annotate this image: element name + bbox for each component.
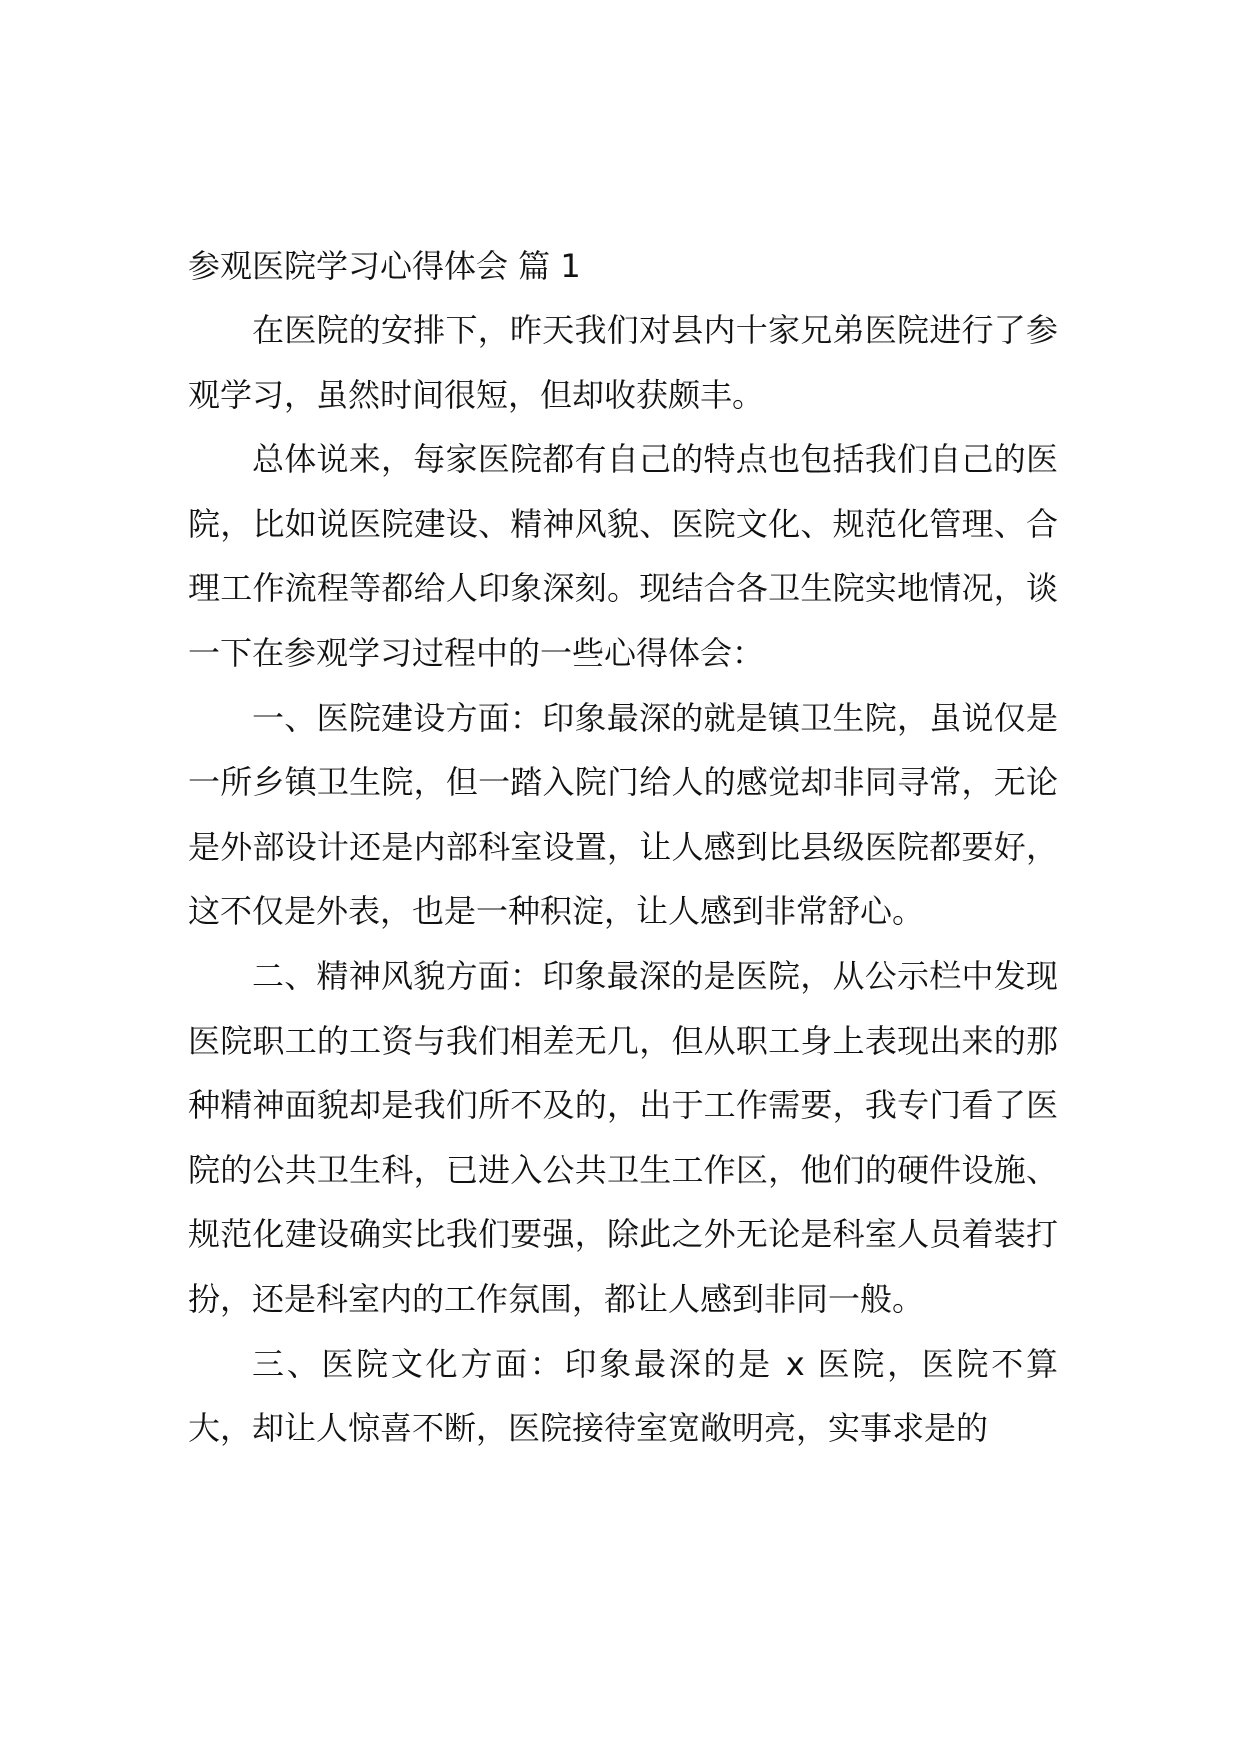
paragraph-spirit: 二、精神风貌方面：印象最深的是医院，从公示栏中发现医院职工的工资与我们相差无几，但从职工身上表现出来的那种精神面貌却是我们所不及的，出于工作需要，我专门看了医院的公共卫生科，已进入公共卫生工作区，他们的硬件设施、规范化建设确实比我们要强，除此之外无论是科室人员着装打扮，还是科室内的工作氛围，都让人感到非同一般。 xyxy=(188,956,1058,1318)
document-title: 参观医院学习心得体会 篇 1 xyxy=(188,247,581,285)
paragraph-hospital-construction: 一、医院建设方面：印象最深的就是镇卫生院，虽说仅是一所乡镇卫生院，但一踏入院门给人的感觉却非同寻常，无论是外部设计还是内部科室设置，让人感到比县级医院都要好，这不仅是外表，也是一种积淀，让人感到非常舒心。 xyxy=(188,698,1058,931)
paragraph-intro: 在医院的安排下，昨天我们对县内十家兄弟医院进行了参观学习，虽然时间很短，但却收获颇丰。 xyxy=(188,311,1058,414)
paragraph-hospital-culture: 三、医院文化方面：印象最深的是 x 医院，医院不算大，却让人惊喜不断，医院接待室宽敞明亮，实事求是的 xyxy=(188,1344,1058,1448)
document-body xyxy=(188,234,1058,1461)
paragraph-overview: 总体说来，每家医院都有自己的特点也包括我们自己的医院，比如说医院建设、精神风貌、医院文化、规范化管理、合理工作流程等都给人印象深刻。现结合各卫生院实地情况，谈一下在参观学习过程中的一些心得体会： xyxy=(188,440,1058,672)
